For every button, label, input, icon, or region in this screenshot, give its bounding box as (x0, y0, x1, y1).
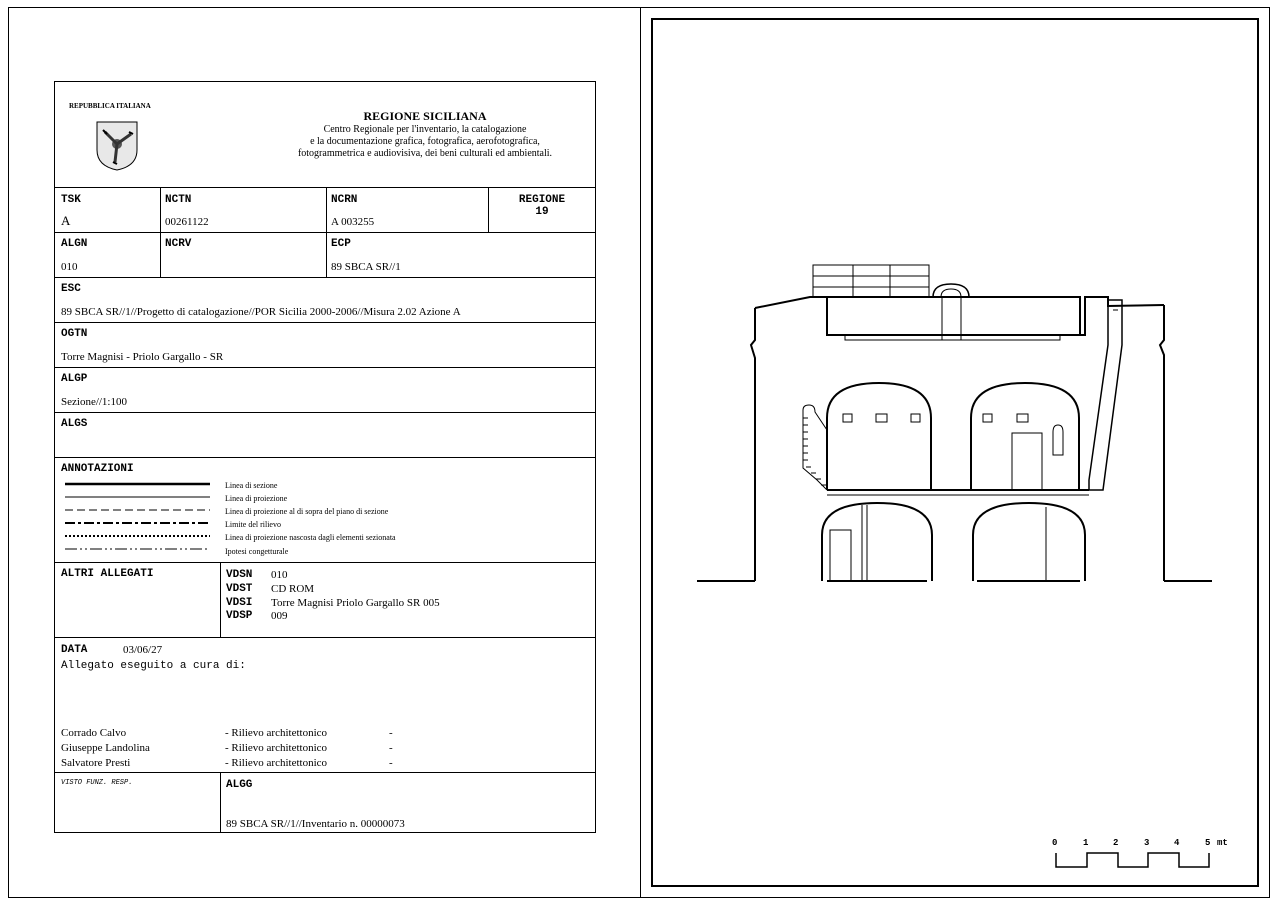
vdsn-label: VDSN (226, 569, 253, 581)
legend-text-6: Ipotesi congetturale (225, 547, 289, 556)
scale-tick-3: 3 (1144, 838, 1150, 848)
regione-label: REGIONE (518, 194, 566, 206)
niche-right (1053, 425, 1063, 455)
esc-value: 89 SBCA SR//1//Progetto di catalogazione//POR Sicilia 2000-2006//Misura 2.02 Azione A (61, 306, 461, 318)
algn-label: ALGN (61, 238, 88, 250)
tsk-label: TSK (61, 194, 81, 206)
ncrv-label: NCRV (165, 238, 192, 250)
scale-bar-graphic (1050, 850, 1220, 870)
roof-box (813, 265, 929, 297)
nctn-label: NCTN (165, 194, 192, 206)
regione-value: 19 (535, 206, 549, 218)
window-right-1 (983, 414, 992, 422)
scale-tick-2: 2 (1113, 838, 1119, 848)
vdsi-value: Torre Magnisi Priolo Gargallo SR 005 (271, 597, 440, 609)
legend-text-2: Linea di proiezione (225, 494, 288, 503)
annotazioni-label: ANNOTAZIONI (61, 463, 134, 475)
allegato-note: Allegato eseguito a cura di: (61, 660, 246, 672)
scale-bar (1050, 838, 1240, 872)
tsk-value: A (61, 213, 71, 228)
algp-label: ALGP (61, 373, 88, 385)
window-left-2 (876, 414, 887, 422)
scale-tick-5: 5 (1205, 838, 1211, 848)
window-right-2 (1017, 414, 1028, 422)
legend-text-4: Limite del rilievo (225, 520, 281, 529)
nctn-value: 00261122 (165, 216, 209, 228)
centre-description (255, 124, 595, 160)
centre-line-3: fotogrammetrica e audiovisiva, dei beni culturali ed ambientali. (297, 148, 553, 159)
republic-label: REPUBBLICA ITALIANA (69, 102, 151, 110)
person-role-1: - Rilievo architettonico (225, 727, 328, 739)
region-title: REGIONE SICILIANA (363, 109, 487, 123)
person-name-1: Corrado Calvo (61, 727, 127, 739)
algg-label: ALGG (226, 779, 253, 791)
allegati-label: ALTRI ALLEGATI (61, 568, 154, 580)
window-left-3 (911, 414, 920, 422)
person-dash-2: - (389, 742, 393, 754)
vdsi-label: VDSI (226, 597, 253, 609)
page-divider (640, 7, 641, 898)
vdst-label: VDST (226, 583, 253, 595)
legend-text-1: Linea di sezione (225, 481, 278, 490)
ogtn-label: OGTN (61, 328, 88, 340)
algn-value: 010 (61, 261, 78, 273)
person-dash-3: - (389, 757, 393, 769)
door-left-lower (830, 530, 851, 581)
centre-line-2: e la documentazione grafica, fotografica, aerofotografica, (310, 136, 540, 147)
scale-tick-1: 1 (1083, 838, 1089, 848)
roof-dome (933, 284, 969, 297)
scale-unit: mt (1217, 838, 1228, 848)
vault-left-upper (827, 383, 931, 490)
legend-line-samples (65, 480, 215, 560)
terrace-slab (827, 297, 1080, 335)
vdsn-value: 010 (271, 569, 288, 581)
person-name-2: Giuseppe Landolina (61, 742, 150, 754)
person-role-3: - Rilievo architettonico (225, 757, 328, 769)
data-label: DATA (61, 644, 88, 656)
ncrn-value: A 003255 (331, 216, 375, 228)
algp-value: Sezione//1:100 (61, 396, 127, 408)
vault-right-lower (973, 503, 1085, 581)
algg-value: 89 SBCA SR//1//Inventario n. 00000073 (226, 818, 405, 830)
visto-label: VISTO FUNZ. RESP. (61, 779, 133, 787)
ncrn-label: NCRN (331, 194, 358, 206)
person-dash-1: - (389, 727, 393, 739)
sicily-emblem-icon (95, 120, 139, 172)
ogtn-value: Torre Magnisi - Priolo Gargallo - SR (61, 351, 224, 363)
algs-label: ALGS (61, 418, 88, 430)
tower-wall-right (1160, 305, 1164, 581)
person-role-2: - Rilievo architettonico (225, 742, 328, 754)
vault-left-lower (822, 503, 932, 581)
window-left-1 (843, 414, 852, 422)
ecp-value: 89 SBCA SR//1 (331, 261, 401, 273)
person-name-3: Salvatore Presti (61, 757, 131, 769)
scale-tick-0: 0 (1052, 838, 1058, 848)
catalog-card (54, 81, 596, 833)
data-value: 03/06/27 (123, 644, 163, 656)
stair-shaft (1089, 300, 1122, 490)
legend-text-3: Linea di proiezione al di sopra del piano di sezione (225, 507, 389, 516)
ecp-label: ECP (331, 238, 351, 250)
scale-tick-4: 4 (1174, 838, 1180, 848)
tower-section-drawing (651, 18, 1259, 887)
legend-text-5: Linea di proiezione nascosta dagli elementi sezionata (225, 533, 396, 542)
centre-line-1: Centro Regionale per l'inventario, la catalogazione (323, 124, 527, 135)
vdsp-label: VDSP (226, 610, 253, 622)
roof-line (755, 297, 1164, 335)
vdst-value: CD ROM (271, 583, 315, 595)
vdsp-value: 009 (271, 610, 288, 622)
tower-wall-left (751, 308, 755, 581)
esc-label: ESC (61, 283, 81, 295)
door-right (1012, 433, 1042, 490)
